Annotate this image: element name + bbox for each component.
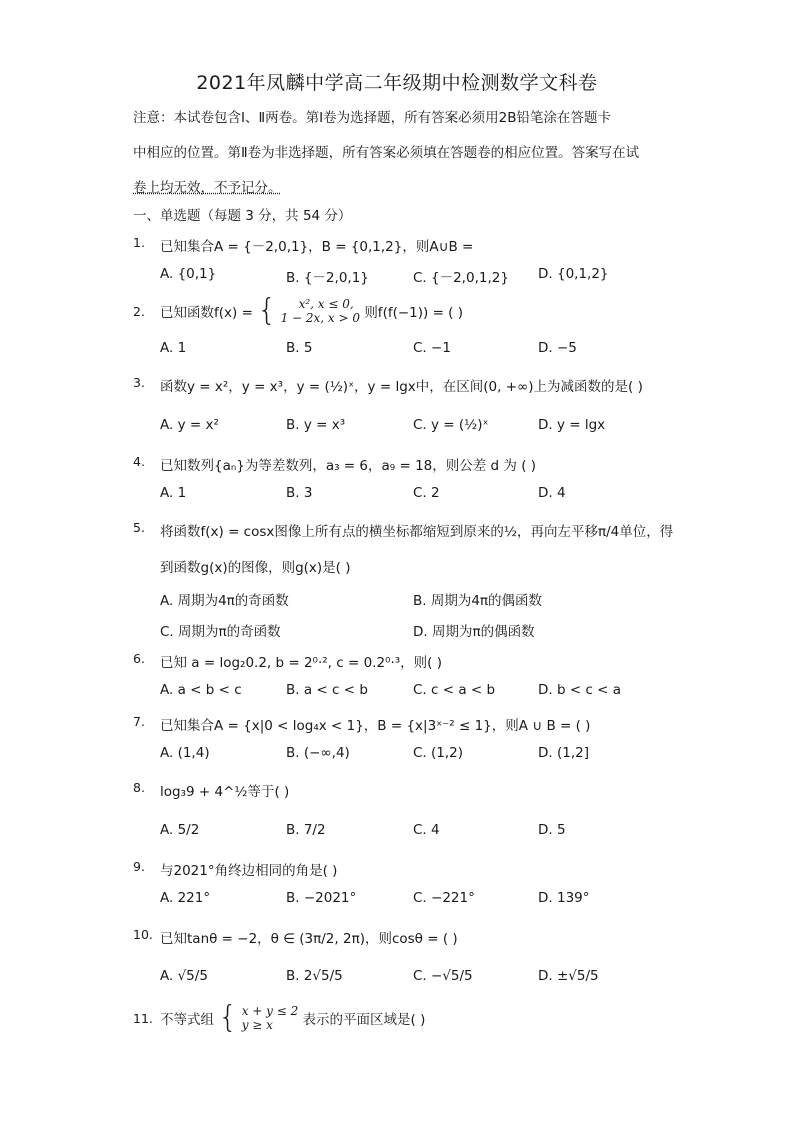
option-a[interactable]: A. (1,4): [160, 745, 210, 761]
option-a[interactable]: A. a < b < c: [160, 682, 242, 698]
option-a[interactable]: A. 周期为4π的奇函数: [160, 593, 289, 609]
stem-part-a: 已知函数f(x) =: [160, 305, 253, 321]
option-c[interactable]: C. 4: [413, 822, 440, 838]
stem-part-b: 则f(f(−1)) = ( ): [364, 305, 464, 321]
question-stem: 将函数f(x) = cosx图像上所有点的横坐标都缩短到原来的½，再向左平移π/4单位，得: [160, 524, 674, 540]
option-b[interactable]: B. 5: [286, 340, 313, 356]
option-d[interactable]: D. y = lgx: [538, 417, 606, 433]
question-stem: 已知tanθ = −2，θ ∈ (3π/2, 2π)，则cosθ = ( ): [160, 931, 458, 947]
question-stem: 函数y = x²，y = x³，y = (½)ˣ，y = lgx中，在区间(0, +∞)上为减函数的是( ): [160, 379, 643, 395]
option-b[interactable]: B. 2√5/5: [286, 968, 343, 984]
option-b[interactable]: B. y = x³: [286, 417, 346, 433]
question-number: 5.: [133, 520, 145, 535]
question-stem-line-2: 到函数g(x)的图像，则g(x)是( ): [160, 560, 351, 576]
option-b[interactable]: B. 周期为4π的偶函数: [413, 593, 543, 609]
notice-line-3: 卷上均无效，不予记分。: [133, 180, 282, 196]
piecewise-cases: [281, 297, 360, 325]
option-a[interactable]: A. y = x²: [160, 417, 219, 433]
notice-line-2: 中相应的位置。第Ⅱ卷为非选择题，所有答案必须填在答题卷的相应位置。答案写在试: [133, 145, 640, 161]
option-a[interactable]: A. {0,1}: [160, 266, 217, 282]
brace-symbol: {: [218, 1000, 238, 1035]
section-heading: 一、单选题（每题 3 分，共 54 分）: [133, 208, 352, 224]
option-a[interactable]: A. 5/2: [160, 822, 200, 838]
option-b[interactable]: B. −2021°: [286, 890, 357, 906]
option-c[interactable]: C. y = (½)ˣ: [413, 417, 489, 433]
option-d[interactable]: D. 139°: [538, 890, 590, 906]
option-d[interactable]: D. {0,1,2}: [538, 266, 609, 282]
case-1: x², x ≤ 0,: [298, 297, 354, 311]
question-number: 9.: [133, 859, 145, 874]
question-number: 2.: [133, 304, 145, 319]
option-c[interactable]: C. {－2,0,1,2}: [413, 270, 509, 286]
question-stem: 已知集合A = {－2,0,1}，B = {0,1,2}，则A∪B =: [160, 239, 474, 255]
question-number: 4.: [133, 454, 145, 469]
stem-part-a: 不等式组: [160, 1012, 214, 1028]
option-c[interactable]: C. −1: [413, 340, 451, 356]
option-d[interactable]: D. 5: [538, 822, 566, 838]
option-a[interactable]: A. 1: [160, 340, 187, 356]
brace-symbol: {: [257, 293, 277, 328]
question-number: 10.: [133, 927, 153, 942]
option-c[interactable]: C. −221°: [413, 890, 475, 906]
question-stem: 已知数列{aₙ}为等差数列，a₃ = 6，a₉ = 18，则公差 d 为 ( ): [160, 458, 537, 474]
option-d[interactable]: D. 4: [538, 485, 566, 501]
option-d[interactable]: D. (1,2]: [538, 745, 589, 761]
notice-line-1: 注意：本试卷包含Ⅰ、Ⅱ两卷。第Ⅰ卷为选择题，所有答案必须用2B铅笔涂在答题卡: [133, 110, 611, 126]
question-number: 1.: [133, 235, 145, 250]
option-a[interactable]: A. 221°: [160, 890, 211, 906]
option-d[interactable]: D. b < c < a: [538, 682, 622, 698]
option-c[interactable]: C. 周期为π的奇函数: [160, 624, 281, 640]
option-d[interactable]: D. 周期为π的偶函数: [413, 624, 535, 640]
question-number: 6.: [133, 651, 145, 666]
option-c[interactable]: C. 2: [413, 485, 440, 501]
question-number: 8.: [133, 780, 145, 795]
option-d[interactable]: D. −5: [538, 340, 577, 356]
case-2: 1 − 2x, x > 0: [280, 311, 361, 325]
question-number: 11.: [133, 1011, 153, 1026]
option-b[interactable]: B. a < c < b: [286, 682, 368, 698]
option-c[interactable]: C. c < a < b: [413, 682, 496, 698]
question-stem: 已知集合A = {x|0 < log₄x < 1}，B = {x|3ˣ⁻² ≤ 1}，则A ∪ B = ( ): [160, 718, 591, 734]
option-c[interactable]: C. −√5/5: [413, 968, 473, 984]
option-c[interactable]: C. (1,2): [413, 745, 464, 761]
question-stem: [160, 1000, 426, 1035]
option-b[interactable]: B. {－2,0,1}: [286, 270, 369, 286]
question-stem: 已知 a = log₂0.2, b = 2⁰·², c = 0.2⁰·³，则( ): [160, 655, 442, 671]
question-number: 7.: [133, 714, 145, 729]
question-stem: [160, 293, 464, 328]
exam-title: 2021年凤麟中学高二年级期中检测数学文科卷: [196, 72, 598, 94]
option-b[interactable]: B. 3: [286, 485, 313, 501]
stem-part-b: 表示的平面区域是( ): [302, 1012, 426, 1028]
option-d[interactable]: D. ±√5/5: [538, 968, 599, 984]
question-stem: 与2021°角终边相同的角是( ): [160, 863, 338, 879]
question-stem: log₃9 + 4^½等于( ): [160, 784, 290, 800]
option-a[interactable]: A. √5/5: [160, 968, 208, 984]
inequality-2: y ≥ x: [241, 1018, 273, 1032]
inequality-1: x + y ≤ 2: [241, 1004, 299, 1018]
question-number: 3.: [133, 375, 145, 390]
option-a[interactable]: A. 1: [160, 485, 187, 501]
inequality-system: [242, 1004, 299, 1032]
option-b[interactable]: B. 7/2: [286, 822, 326, 838]
option-b[interactable]: B. (−∞,4): [286, 745, 350, 761]
